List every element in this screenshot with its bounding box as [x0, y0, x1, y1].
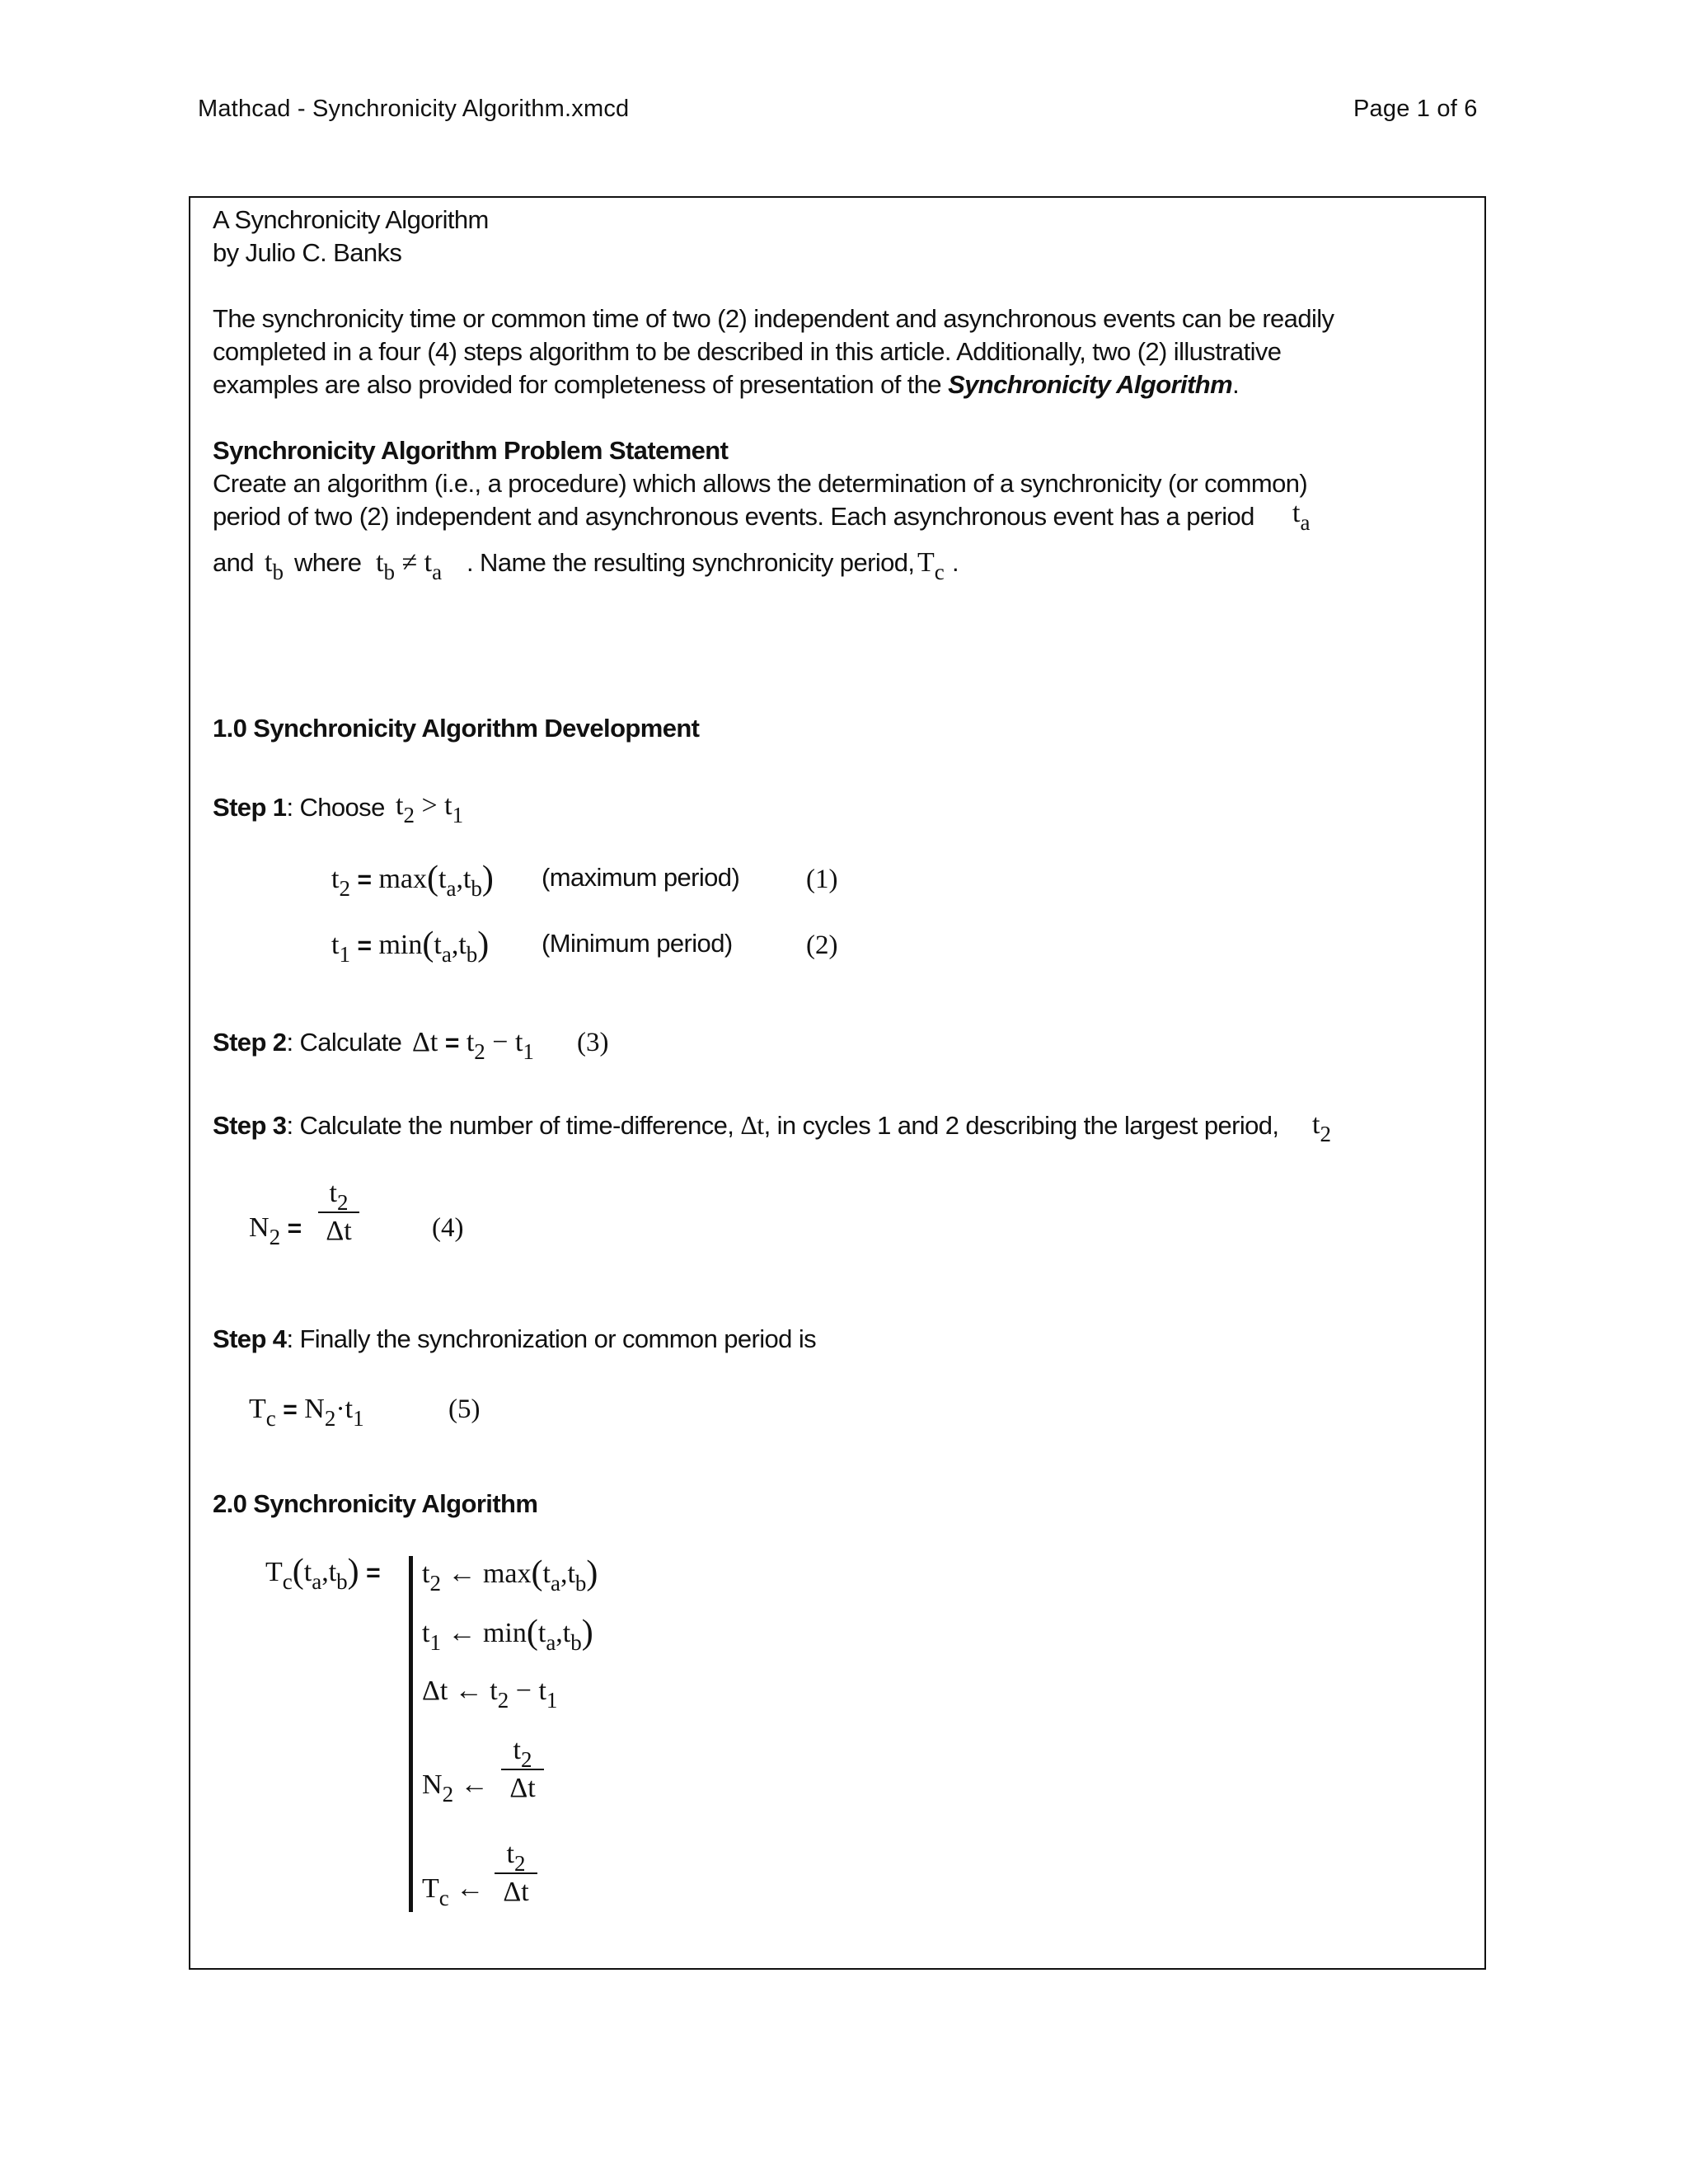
problem-line-1: Create an algorithm (i.e., a procedure) which allows the determination of a synchronicity (or common): [213, 469, 1308, 498]
step-4: [213, 1323, 816, 1356]
page-header-title: Mathcad - Synchronicity Algorithm.xmcd: [198, 96, 630, 122]
step-2: [213, 1026, 401, 1059]
eq-2-number: (2): [806, 930, 838, 960]
math-t2-gt-t1: $t_2 > t_1$: [396, 790, 464, 827]
step-4-label: Step 4: [213, 1324, 287, 1353]
intro-line-1: The synchronicity time or common time of two (2) independent and asynchronous events can be readily: [213, 304, 1334, 333]
math-delta-t: Δt: [740, 1110, 764, 1140]
program-line-t1: $t_1$ ← $\min(t_a,t_b)$: [422, 1614, 593, 1655]
eq-2-expr: $t_1 = \min(t_a,t_b)$: [331, 926, 490, 967]
page-number: Page 1 of 6: [1353, 96, 1478, 122]
eq-2-comment: (Minimum period): [542, 929, 733, 958]
problem-line-2: period of two (2) independent and asynchronous events. Each asynchronous event has a period: [213, 502, 1254, 531]
step-3-text-pre: : Calculate the number of time-difference,: [286, 1111, 734, 1140]
eq-4-lhs: $N_2$ =: [249, 1212, 302, 1249]
math-tb: $t_b$: [265, 547, 284, 584]
program-lhs: $T_c(t_a,t_b)$ =: [265, 1553, 381, 1594]
eq-5-number: (5): [448, 1394, 481, 1424]
intro-line-2: completed in a four (4) steps algorithm to be described in this article. Additionally, two (2) illustrative: [213, 337, 1282, 366]
problem-where: where: [294, 548, 362, 577]
step-2-text: : Calculate: [286, 1028, 402, 1057]
math-Tc: $T_c$: [917, 547, 945, 584]
eq-5-expr: $T_c = N_2\cdot t_1$: [249, 1394, 364, 1431]
eq-4-fraction: $t_2$ Δt: [318, 1177, 359, 1248]
eq-1-comment: (maximum period): [542, 863, 740, 892]
program-N2-fraction: $t_2$ Δt: [501, 1734, 544, 1805]
eq-1-expr: $t_2 = \max(t_a,t_b)$: [331, 860, 494, 901]
step-3-label: Step 3: [213, 1111, 287, 1140]
program-bracket: [409, 1556, 413, 1912]
step-3-text-post: , in cycles 1 and 2 describing the largest period,: [763, 1111, 1279, 1140]
program-line-t2: $t_2$ ← $\max(t_a,t_b)$: [422, 1554, 598, 1596]
problem-and: and: [213, 548, 254, 577]
step-4-text: : Finally the synchronization or common period is: [286, 1324, 817, 1353]
step-1-label: Step 1: [213, 793, 287, 822]
problem-end: .: [952, 548, 959, 577]
problem-heading: Synchronicity Algorithm Problem Statement: [213, 436, 729, 465]
intro-line-3-post: .: [1232, 370, 1240, 399]
eq-4-number: (4): [432, 1213, 464, 1243]
math-ta: $t_a$: [1292, 498, 1311, 535]
problem-name: . Name the resulting synchronicity period,: [467, 548, 915, 577]
eq-1-number: (1): [806, 865, 838, 894]
program-line-dt: Δt ← $t_2 - t_1$: [422, 1675, 558, 1713]
step-3: [213, 1108, 1278, 1142]
doc-title: A Synchronicity Algorithm: [213, 205, 489, 234]
math-t2: $t_2$: [1312, 1109, 1331, 1146]
step-1-text: : Choose: [286, 793, 385, 822]
section-1-heading: 1.0 Synchronicity Algorithm Development: [213, 714, 700, 743]
intro-line-3-pre: examples are also provided for completeness of presentation of the: [213, 370, 949, 399]
section-2-heading: 2.0 Synchronicity Algorithm: [213, 1489, 538, 1518]
intro-emphasis: Synchronicity Algorithm: [948, 370, 1233, 399]
program-line-N2: $N_2$ ←: [422, 1769, 489, 1807]
doc-author: by Julio C. Banks: [213, 238, 402, 267]
eq-3-number: (3): [577, 1028, 609, 1057]
eq-3-expr: $\Delta t = t_2 - t_1$: [412, 1027, 534, 1064]
program-line-Tc: $T_c$ ←: [422, 1873, 485, 1910]
step-1: [213, 791, 385, 824]
math-tb-neq-ta: $t_b \ne t_a$: [376, 547, 443, 584]
step-2-label: Step 2: [213, 1028, 287, 1057]
program-Tc-fraction: $t_2$ Δt: [495, 1838, 537, 1909]
intro-line-3: [213, 368, 1239, 401]
